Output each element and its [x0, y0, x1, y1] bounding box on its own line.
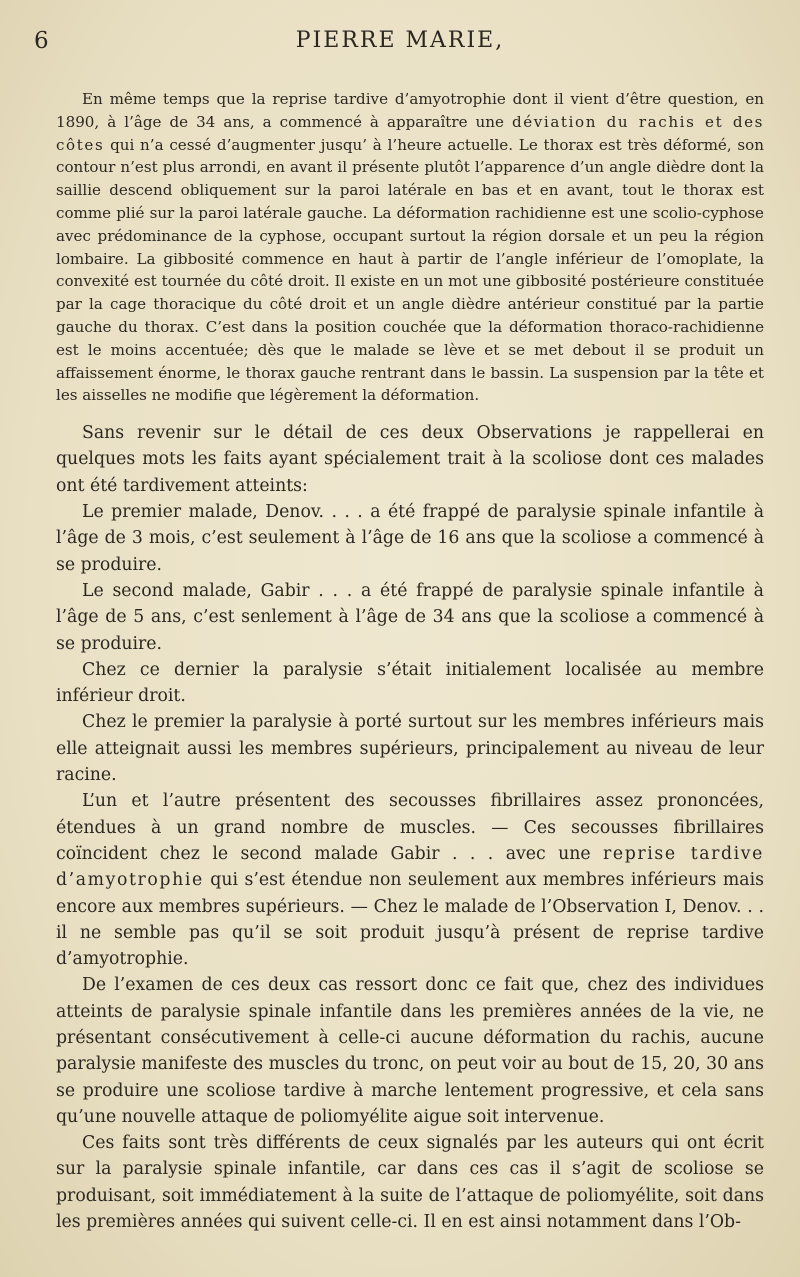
page-header [0, 28, 800, 64]
paragraph-comparison: Ces faits sont très différents de ceux signalés par les auteurs qui ont écrit sur la paralysie spinale infantile, car dans ces cas il s’agit de scoliose se produisant, soit immédiatement à la suite de l’attaque de poliomyélite, soit dans les premières années qui suivent celle-ci. Il en est ainsi notamment dans l’Ob- [56, 1133, 764, 1233]
main-text-block [56, 420, 764, 1235]
emphasis-text: reprise tardive d’amyotrophie [56, 843, 765, 891]
emphasis-text: déviation du rachis et des côtes [56, 112, 765, 154]
paragraph-fibrillary [56, 788, 764, 972]
page-number: 6 [34, 28, 50, 54]
paragraph-second-patient: Le second malade, Gabir . . . a été frappé de paralysie spinale infantile à l’âge de 5 ans, c’est senlement à l’âge de 34 ans que la scoliose a commencé à se produire. [56, 580, 764, 654]
paragraph-first-patient: Le premier malade, Denov. . . . a été frappé de paralysie spinale infantile à l’âge de 3 mois, c’est seulement à l’âge de 16 ans que la scoliose a commencé à se produire. [56, 502, 764, 575]
paragraph-deviation [56, 88, 764, 407]
paragraph-text: qui s’est étendue non seulement aux membres inférieurs mais encore aux membres supérieurs. — Chez le malade de l’Observation I, Denov. . . il ne semble pas qu’il se soit produit jusqu’à présent de reprise tardive d’amyotrophie. [56, 870, 764, 970]
running-head: PIERRE MARIE, [295, 28, 505, 53]
page-body [56, 88, 764, 1235]
paragraph-intro: Sans revenir sur le détail de ces deux Observations je rappellerai en quelques mots les faits ayant spécialement trait à la scoliose dont ces malades ont été tardivement atteints: [56, 423, 764, 496]
paragraph-text: qui n’a cessé d’augmenter jusqu’ à l’heure actuelle. Le thorax est très déformé, son contour n’est plus arrondi, en avant il présente plutôt l’apparence d’un angle dièdre dont la saillie descend obliquement sur la paroi latérale en bas et en avant, tout le thorax est comme plié sur la paroi latérale gauche. La déformation rachidienne est une scolio-cyphose avec prédominance de la cyphose, occupant surtout la région dorsale et un peu la région lombaire. La gibbosité commence en haut à partir de l’angle inférieur de l’omoplate, la convexité est tournée du côté droit. Il existe en un mot une gibbosité postérieure constituée par la cage thoracique du côté droit et un angle dièdre antérieur constitué par la partie gauche du thorax. C’est dans la position couchée que la déformation thoraco-rachidienne est le moins accentuée; dès que le malade se lève et se met debout il se produit un affaissement énorme, le thorax gauche rentrant dans le bassin. La suspension par la tête et les aisselles ne modifie que légèrement la déformation. [56, 135, 764, 405]
paragraph-first-paralysis: Chez le premier la paralysie à porté surtout sur les membres inférieurs mais elle atteignait aussi les membres supérieurs, principalement au niveau de leur racine. [56, 712, 764, 786]
paragraph-text: En même temps que la reprise tardive d’amyotrophie dont il vient d’être question, en 1890, à l’âge de 34 ans, a commencé à apparaître une [56, 90, 764, 131]
paragraph-text: L’un et l’autre présentent des secousses fibrillaires assez prononcées, étendues à un grand nombre de muscles. — Ces secousses fibrillaires coïncident chez le second malade Gabir . . . avec une [56, 791, 764, 864]
paragraph-conclusion: De l’examen de ces deux cas ressort donc ce fait que, chez des individues atteints de paralysie spinale infantile dans les premières années de la vie, ne présentant consécutivement à celle-ci aucune déformation du rachis, aucune paralysie manifeste des muscles du tronc, on peut voir au bout de 15, 20, 30 ans se produire une scoliose tardive à marche lentement progressive, et cela sans qu’une nouvelle attaque de poliomyélite aigue soit intervenue. [56, 975, 764, 1127]
paragraph-localisation: Chez ce dernier la paralysie s’était initialement localisée au membre inférieur droit. [56, 659, 764, 707]
small-print-block [56, 88, 764, 407]
